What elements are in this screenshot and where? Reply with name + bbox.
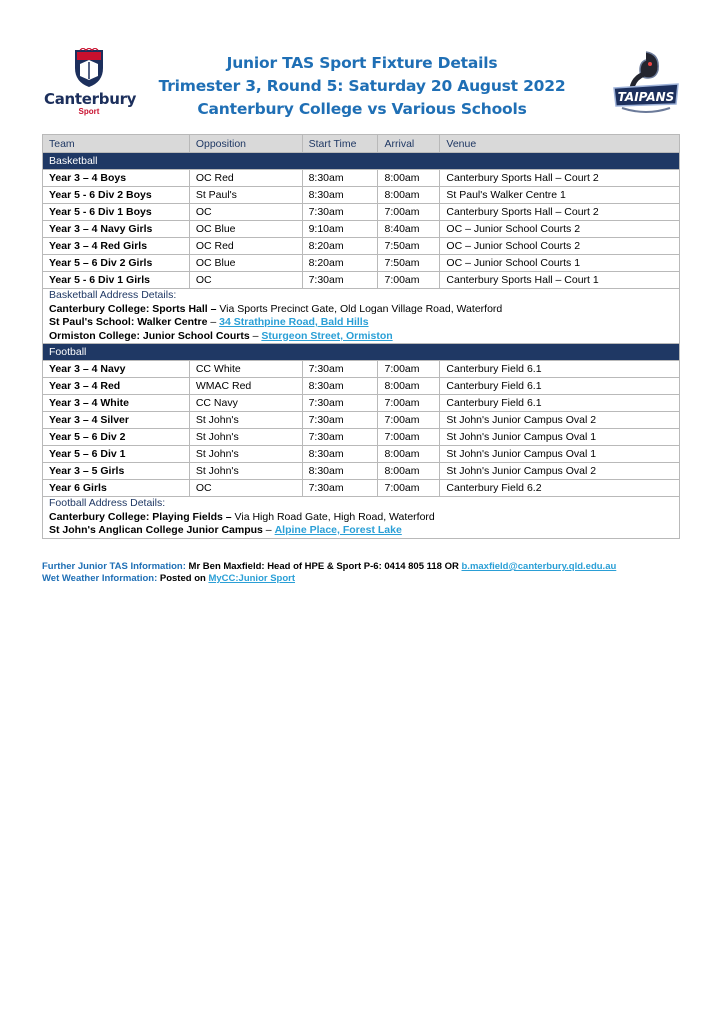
separator: – (249, 329, 262, 342)
start-cell: 8:30am (302, 378, 378, 395)
table-row (43, 170, 680, 187)
venue-cell: Canterbury Sports Hall – Court 2 (440, 170, 680, 187)
canterbury-logo (44, 48, 137, 128)
opposition-cell: OC Red (189, 170, 302, 187)
venue-cell: St John's Junior Campus Oval 1 (440, 446, 680, 463)
arrival-cell: 8:00am (378, 463, 440, 480)
football-address-row (43, 497, 680, 539)
address-line (49, 316, 673, 330)
venue-cell: Canterbury Sports Hall – Court 1 (440, 272, 680, 289)
venue-name: Canterbury College: Playing Fields – (49, 510, 232, 523)
table-row (43, 463, 680, 480)
venue-cell: OC – Junior School Courts 2 (440, 238, 680, 255)
mycc-link[interactable]: MyCC:Junior Sport (208, 573, 296, 584)
team-cell: Year 6 Girls (43, 480, 190, 497)
opposition-cell: CC Navy (189, 395, 302, 412)
start-cell: 7:30am (302, 429, 378, 446)
table-row (43, 378, 680, 395)
opposition-cell: OC (189, 480, 302, 497)
info-label: Wet Weather Information: (42, 573, 158, 584)
opposition-cell: OC (189, 204, 302, 221)
start-cell: 8:30am (302, 170, 378, 187)
address-line (49, 330, 673, 344)
venue-cell: St John's Junior Campus Oval 2 (440, 463, 680, 480)
venue-name: St Paul's School: Walker Centre (49, 316, 208, 328)
page-header (0, 0, 724, 130)
arrival-cell: 7:00am (378, 480, 440, 497)
arrival-cell: 7:00am (378, 204, 440, 221)
title-block (150, 52, 574, 121)
address-link[interactable]: Alpine Place, Forest Lake (274, 524, 402, 536)
col-venue: Venue (440, 135, 680, 153)
team-cell: Year 3 – 4 Navy Girls (43, 221, 190, 238)
start-cell: 8:30am (302, 187, 378, 204)
arrival-cell: 8:00am (378, 170, 440, 187)
team-cell: Year 5 – 6 Div 2 Girls (43, 255, 190, 272)
venue-cell: St Paul's Walker Centre 1 (440, 187, 680, 204)
start-cell: 8:20am (302, 238, 378, 255)
table-row (43, 480, 680, 497)
table-row (43, 412, 680, 429)
arrival-cell: 8:00am (378, 446, 440, 463)
snake-mascot-icon (610, 48, 682, 120)
address-cell (43, 497, 680, 539)
address-cell (43, 289, 680, 344)
start-cell: 7:30am (302, 395, 378, 412)
section-label: Football (43, 344, 680, 361)
table-row (43, 204, 680, 221)
arrival-cell: 7:00am (378, 272, 440, 289)
info-text: Mr Ben Maxfield: Head of HPE & Sport P-6: 0414 805 118 OR (185, 561, 462, 572)
team-cell: Year 3 – 4 Red (43, 378, 190, 395)
address-link[interactable]: 34 Strathpine Road, Bald Hills (219, 316, 369, 328)
col-arrival: Arrival (378, 135, 440, 153)
info-label: Further Junior TAS Information: (42, 561, 186, 572)
opposition-cell: St Paul's (189, 187, 302, 204)
col-start-time: Start Time (302, 135, 378, 153)
address-line (49, 511, 673, 525)
venue-address: Via Sports Precinct Gate, Old Logan Village Road, Waterford (216, 302, 503, 315)
venue-cell: Canterbury Field 6.1 (440, 395, 680, 412)
team-cell: Year 3 – 4 Boys (43, 170, 190, 187)
venue-cell: Canterbury Field 6.1 (440, 378, 680, 395)
arrival-cell: 7:50am (378, 255, 440, 272)
venue-cell: Canterbury Field 6.2 (440, 480, 680, 497)
col-opposition: Opposition (189, 135, 302, 153)
start-cell: 7:30am (302, 361, 378, 378)
arrival-cell: 7:00am (378, 412, 440, 429)
arrival-cell: 7:00am (378, 361, 440, 378)
svg-text:TAIPANS: TAIPANS (617, 90, 675, 104)
footer-info (42, 561, 702, 585)
address-title: Football Address Details: (49, 497, 166, 509)
venue-cell: St John's Junior Campus Oval 1 (440, 429, 680, 446)
team-cell: Year 5 - 6 Div 1 Girls (43, 272, 190, 289)
venue-cell: OC – Junior School Courts 2 (440, 221, 680, 238)
info-text: Posted on (157, 573, 209, 584)
start-cell: 8:30am (302, 463, 378, 480)
wet-weather-line (42, 573, 702, 585)
team-cell: Year 3 – 4 Silver (43, 412, 190, 429)
address-link[interactable]: Sturgeon Street, Ormiston (261, 329, 393, 342)
brand-name: Canterbury (44, 90, 137, 108)
arrival-cell: 8:00am (378, 187, 440, 204)
separator: – (262, 524, 275, 536)
email-link[interactable]: b.maxfield@canterbury.qld.edu.au (461, 561, 617, 572)
opposition-cell: St John's (189, 429, 302, 446)
section-label: Basketball (43, 153, 680, 170)
crest-icon (72, 48, 106, 88)
opposition-cell: OC (189, 272, 302, 289)
table-row (43, 238, 680, 255)
start-cell: 8:30am (302, 446, 378, 463)
opposition-cell: OC Blue (189, 221, 302, 238)
start-cell: 8:20am (302, 255, 378, 272)
arrival-cell: 7:50am (378, 238, 440, 255)
start-cell: 7:30am (302, 480, 378, 497)
team-cell: Year 5 - 6 Div 2 Boys (43, 187, 190, 204)
table-row (43, 272, 680, 289)
opposition-cell: CC White (189, 361, 302, 378)
venue-name: Canterbury College: Sports Hall – (49, 302, 217, 315)
arrival-cell: 8:00am (378, 378, 440, 395)
address-title: Basketball Address Details: (49, 289, 177, 301)
table-row (43, 187, 680, 204)
opposition-cell: St John's (189, 463, 302, 480)
opposition-cell: OC Blue (189, 255, 302, 272)
section-basketball (43, 153, 680, 170)
table-row (43, 255, 680, 272)
team-cell: Year 5 - 6 Div 1 Boys (43, 204, 190, 221)
basketball-address-row (43, 289, 680, 344)
opposition-cell: St John's (189, 446, 302, 463)
table-header-row (43, 135, 680, 153)
further-info-line (42, 561, 702, 573)
venue-cell: Canterbury Sports Hall – Court 2 (440, 204, 680, 221)
team-cell: Year 3 – 4 White (43, 395, 190, 412)
fixture-table (42, 134, 680, 539)
venue-address: Via High Road Gate, High Road, Waterford (231, 510, 435, 523)
venue-name: Ormiston College: Junior School Courts (49, 329, 250, 342)
address-line (49, 303, 673, 317)
venue-name: St John's Anglican College Junior Campus (49, 524, 263, 536)
opposition-cell: WMAC Red (189, 378, 302, 395)
opposition-cell: OC Red (189, 238, 302, 255)
matchup-title: Canterbury College vs Various Schools (197, 100, 527, 118)
team-cell: Year 5 – 6 Div 2 (43, 429, 190, 446)
start-cell: 7:30am (302, 272, 378, 289)
team-cell: Year 3 – 4 Navy (43, 361, 190, 378)
brand-sub: Sport (78, 107, 100, 116)
team-cell: Year 3 – 4 Red Girls (43, 238, 190, 255)
venue-cell: Canterbury Field 6.1 (440, 361, 680, 378)
table-row (43, 221, 680, 238)
table-row (43, 446, 680, 463)
round-title: Trimester 3, Round 5: Saturday 20 August 2022 (158, 77, 566, 95)
col-team: Team (43, 135, 190, 153)
team-cell: Year 3 – 5 Girls (43, 463, 190, 480)
separator: – (207, 316, 220, 328)
table-row (43, 361, 680, 378)
arrival-cell: 8:40am (378, 221, 440, 238)
arrival-cell: 7:00am (378, 429, 440, 446)
table-row (43, 429, 680, 446)
section-football (43, 344, 680, 361)
start-cell: 7:30am (302, 204, 378, 221)
page-title: Junior TAS Sport Fixture Details (226, 54, 498, 72)
arrival-cell: 7:00am (378, 395, 440, 412)
start-cell: 7:30am (302, 412, 378, 429)
start-cell: 9:10am (302, 221, 378, 238)
venue-cell: St John's Junior Campus Oval 2 (440, 412, 680, 429)
venue-cell: OC – Junior School Courts 1 (440, 255, 680, 272)
opposition-cell: St John's (189, 412, 302, 429)
team-cell: Year 5 – 6 Div 1 (43, 446, 190, 463)
address-line (49, 524, 673, 538)
taipans-logo (610, 48, 682, 120)
table-row (43, 395, 680, 412)
